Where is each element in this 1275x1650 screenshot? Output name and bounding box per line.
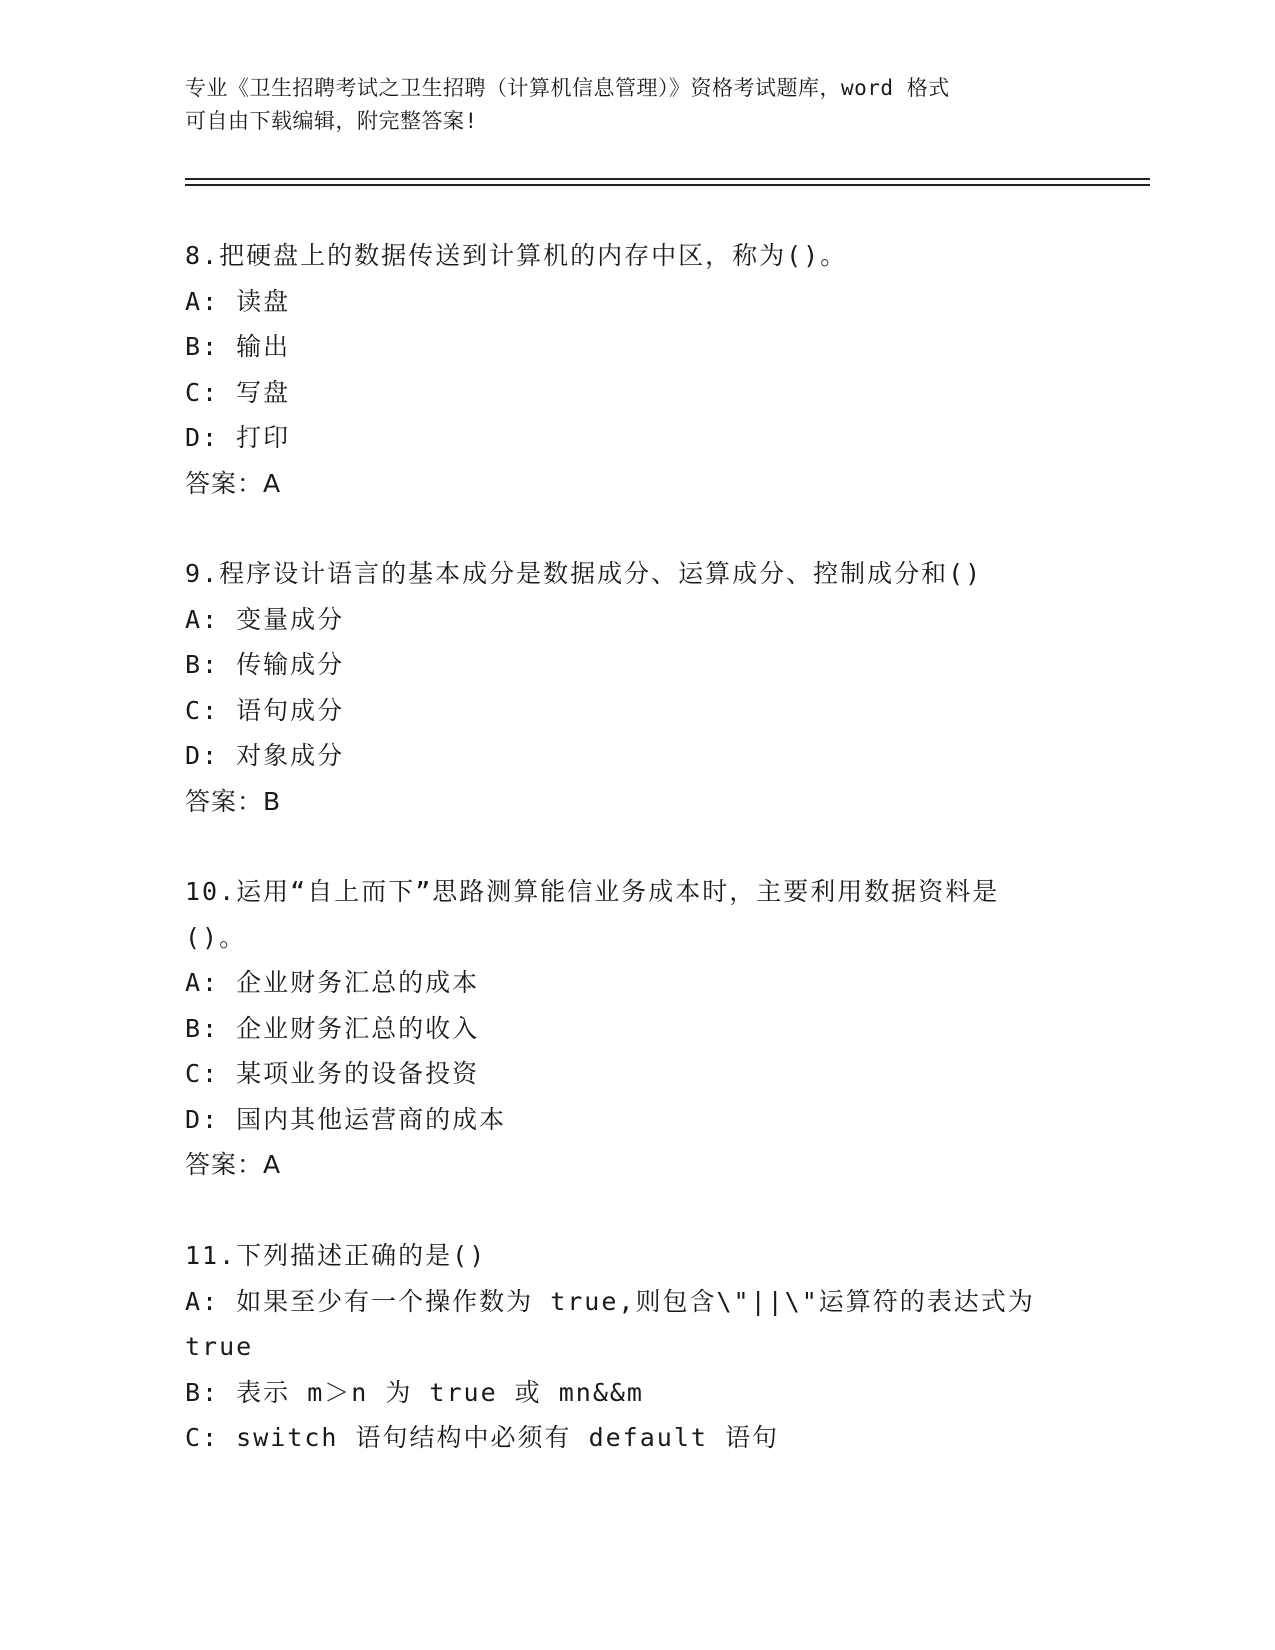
- option-d: D: 国内其他运营商的成本: [185, 1104, 507, 1134]
- option-b: B: 输出: [185, 332, 291, 361]
- option-c: C: 某项业务的设备投资: [185, 1059, 480, 1088]
- header-divider-top: [185, 178, 1150, 180]
- answer: 答案：B: [185, 786, 282, 816]
- option-d: D: 对象成分: [185, 741, 345, 770]
- question-10: [185, 869, 1085, 1188]
- option-c: C: 语句成分: [185, 695, 345, 725]
- question-9: [185, 551, 1085, 824]
- document-header: [185, 72, 1085, 138]
- answer: 答案：A: [185, 1150, 282, 1179]
- option-c: C: switch 语句结构中必须有 default 语句: [185, 1423, 779, 1452]
- header-divider-bottom: [185, 184, 1150, 186]
- question-stem: 10.运用“自上而下”思路测算能信业务成本时，主要利用数据资料是: [185, 877, 1000, 906]
- option-b: B: 企业财务汇总的收入: [185, 1013, 480, 1043]
- question-stem-continued: ()。: [185, 922, 247, 952]
- option-d: D: 打印: [185, 423, 291, 452]
- option-a: A: 变量成分: [185, 604, 345, 634]
- option-a: A: 如果至少有一个操作数为 true,则包含\"||\"运算符的表达式为: [185, 1286, 1035, 1316]
- question-stem: 8.把硬盘上的数据传送到计算机的内存中区，称为()。: [185, 241, 848, 270]
- header-line-1: 专业《卫生招聘考试之卫生招聘（计算机信息管理）》资格考试题库，word 格式: [185, 76, 950, 100]
- option-b: B: 传输成分: [185, 650, 345, 679]
- option-c: C: 写盘: [185, 377, 291, 407]
- question-stem: 11.下列描述正确的是(): [185, 1241, 487, 1270]
- question-11: [185, 1233, 1085, 1461]
- option-a-continued: true: [185, 1332, 254, 1361]
- question-8: [185, 233, 1085, 506]
- option-a: A: 企业财务汇总的成本: [185, 968, 480, 997]
- header-line-2: 可自由下载编辑，附完整答案!: [185, 109, 478, 133]
- question-stem: 9.程序设计语言的基本成分是数据成分、运算成分、控制成分和(): [185, 559, 983, 588]
- option-b: B: 表示 m＞n 为 true 或 mn&&m: [185, 1377, 644, 1407]
- answer: 答案：A: [185, 468, 282, 498]
- option-a: A: 读盘: [185, 286, 291, 316]
